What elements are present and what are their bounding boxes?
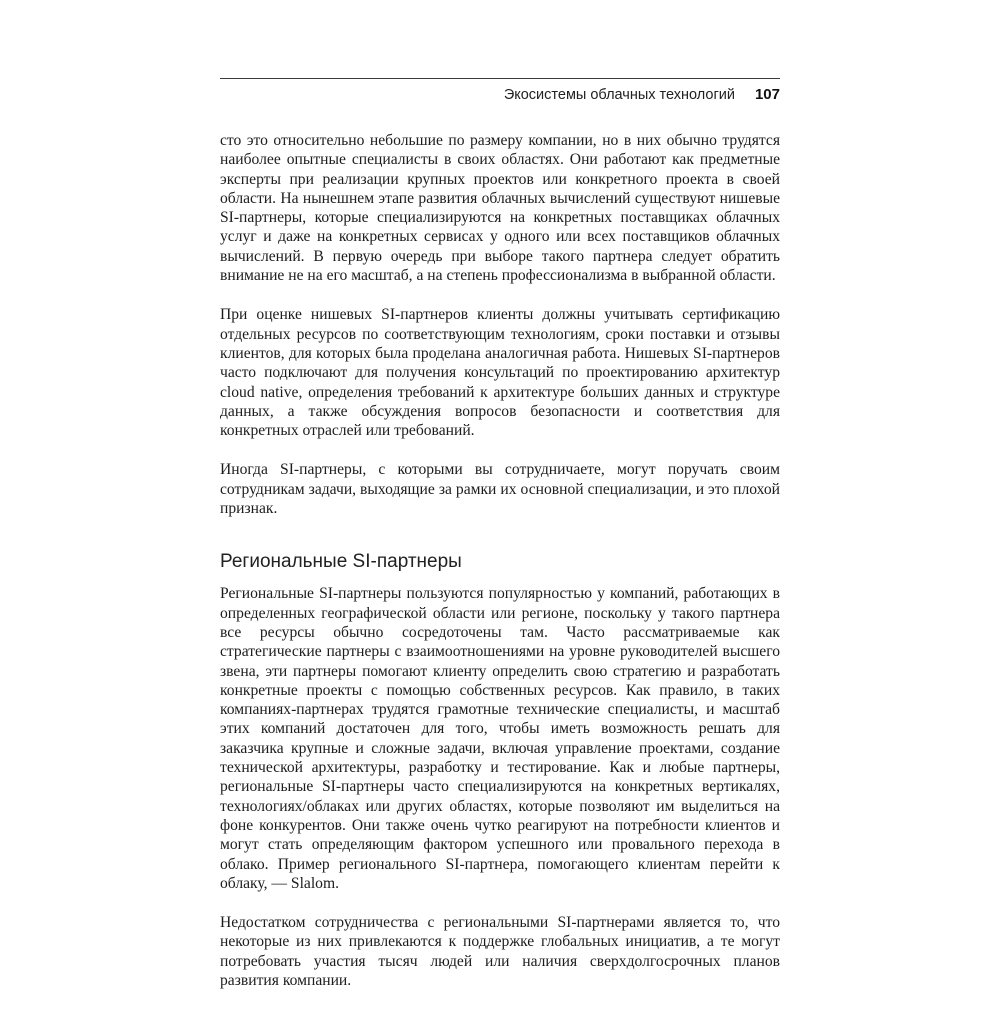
- running-title: Экосистемы облачных технологий: [503, 87, 735, 103]
- paragraph: сто это относительно небольшие по размеру компании, но в них обычно трудятся наиболее опытные специалисты в своих областях. Они работают как предметные эксперты при реализации крупных проектов или конкретного проекта в своей области. На нынешнем этапе развития облачных вычислений существуют нишевые SI-партнеры, которые специализируются на конкретных поставщиках облачных услуг и даже на конкретных сервисах у одного или всех поставщиков облачных вычислений. В первую очередь при выборе такого партнера следует обратить внимание не на его масштаб, а на степень профессионализма в выбранной области.: [220, 132, 780, 285]
- paragraph: Региональные SI-партнеры пользуются популярностью у компаний, работающих в определенных географической области или регионе, поскольку у такого партнера все ресурсы обычно сосредоточены там. Часто рассматриваемые как стратегические партнеры с взаимоотношениями на уровне руководителей высшего звена, эти партнеры помогают клиенту определить свою стратегию и разработать конкретные проекты с помощью собственных ресурсов. Как правило, в таких компаниях-партнерах трудятся грамотные технические специалисты, и масштаб этих компаний достаточен для того, чтобы иметь возможность решать для заказчика крупные и сложные задачи, включая управление проектами, создание технической архитектуры, разработку и тестирование. Как и любые партнеры, региональные SI-партнеры часто специализируются на конкретных вертикалях, технологиях/облаках или других областях, которые позволяют им выделиться на фоне конкурентов. Они также очень чутко реагируют на потребности клиентов и могут стать определяющим фактором успешного или провального перехода в облако. Пример регионального SI-партнера, помогающего клиентам перейти к облаку, — Slalom.: [220, 585, 780, 892]
- section-heading: Региональные SI-партнеры: [220, 551, 462, 573]
- page-header: [220, 78, 780, 103]
- paragraph: Недостатком сотрудничества с региональными SI-партнерами является то, что некоторые из них привлекаются к поддержке глобальных инициатив, а те могут потребовать участия тысяч людей или наличия сверхдолгосрочных планов развития компании.: [220, 914, 780, 989]
- page-content: [220, 131, 780, 1010]
- header-row: [220, 79, 780, 103]
- page-number: 107: [754, 86, 780, 103]
- paragraph: Иногда SI-партнеры, с которыми вы сотрудничаете, могут поручать своим сотрудникам задачи, выходящие за рамки их основной специализации, и это плохой признак.: [220, 461, 780, 518]
- paragraph: При оценке нишевых SI-партнеров клиенты должны учитывать сертификацию отдельных ресурсов по соответствующим технологиям, сроки поставки и отзывы клиентов, для которых была проделана аналогичная работа. Нишевых SI-партнеров часто подключают для получения консультаций по проектированию архитектур cloud native, определения требований к архитектуре больших данных и структуре данных, а также обсуждения вопросов безопасности и соответствия для конкретных отраслей или требований.: [220, 306, 780, 440]
